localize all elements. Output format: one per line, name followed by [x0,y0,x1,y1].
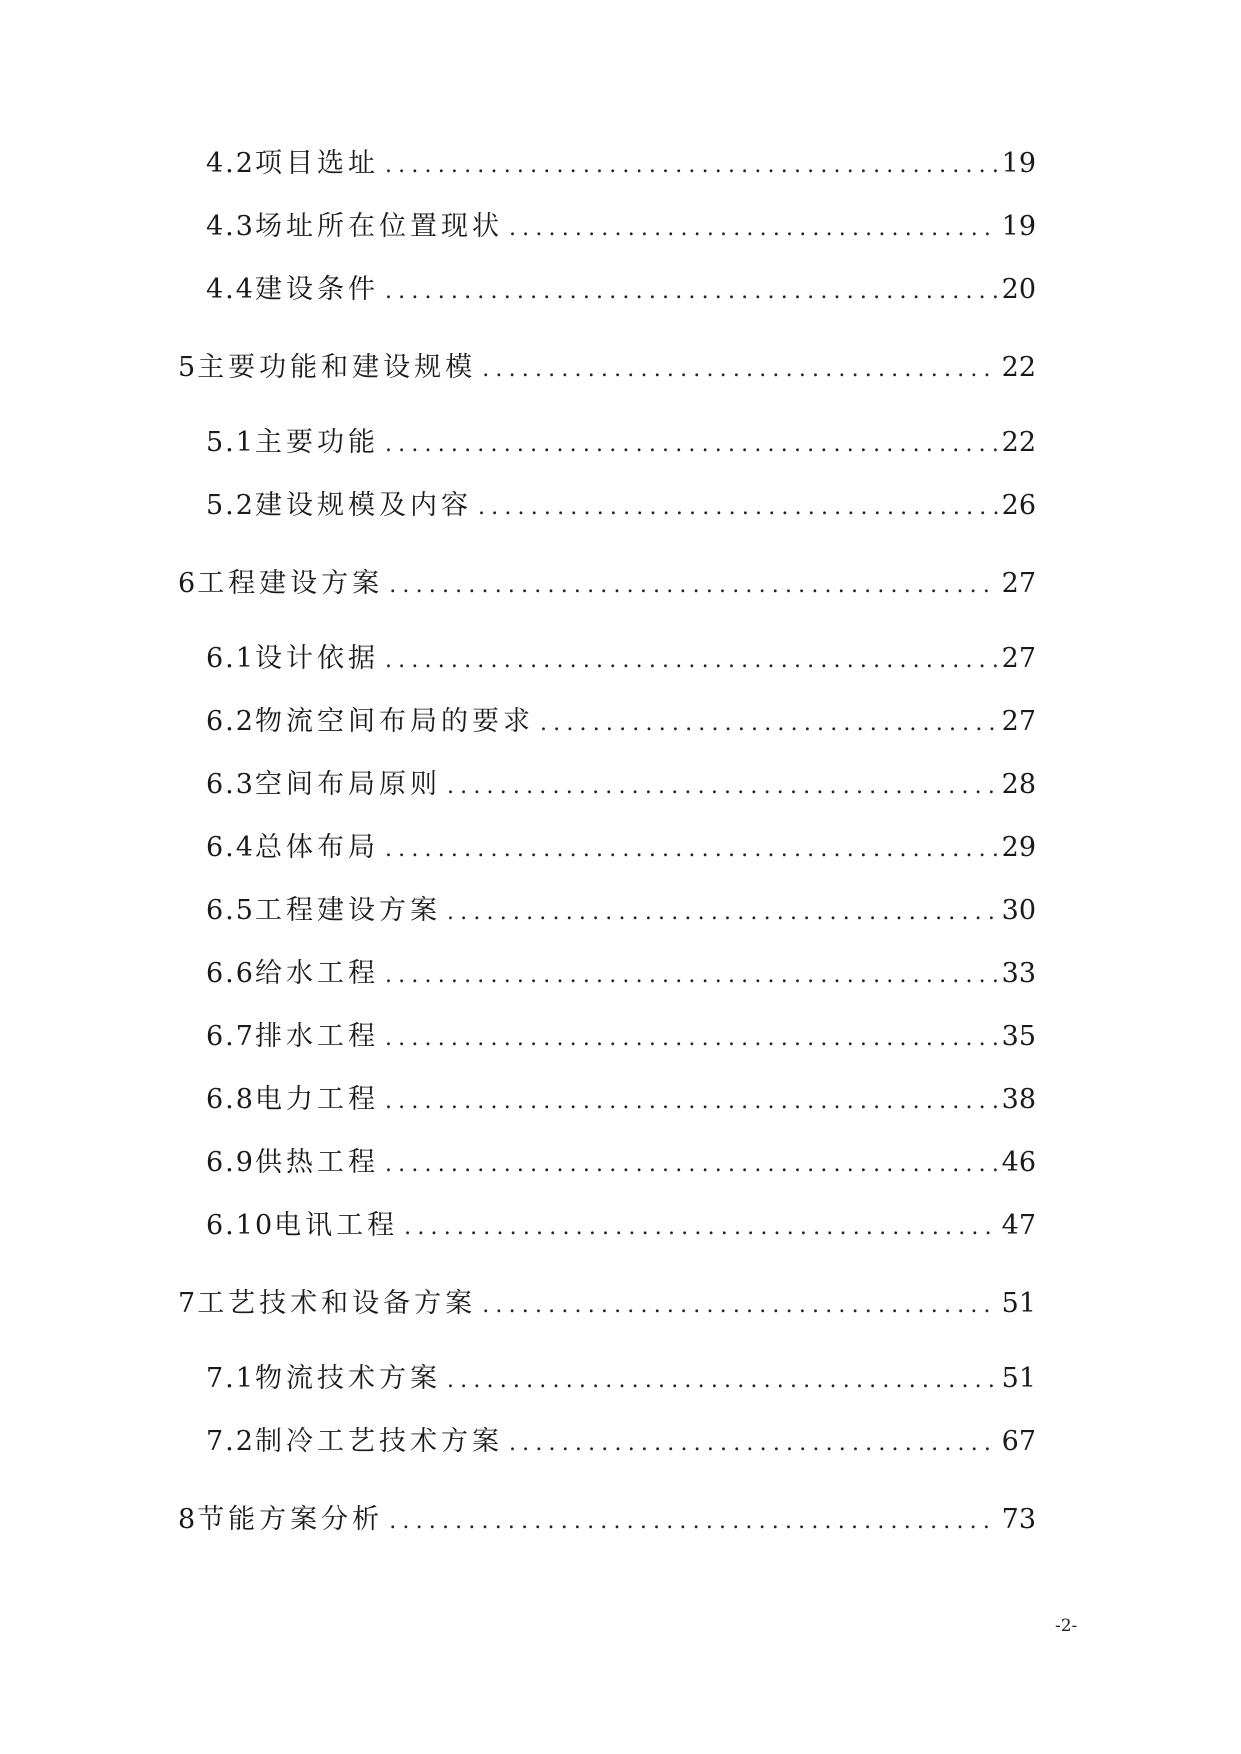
toc-entry-title: 空间布局原则 [254,769,441,800]
toc-entry-page: 73 [1001,1504,1036,1535]
toc-entry-page: 33 [1001,958,1036,989]
toc-entry[interactable] [206,425,1036,461]
dot-leader [389,1504,997,1540]
toc-entry-number: 4.3 [206,211,255,242]
toc-entry-page: 51 [1001,1288,1036,1319]
toc-entry-number: 7.1 [206,1363,255,1394]
dot-leader [385,427,998,463]
toc-entry-page: 38 [1001,1084,1036,1115]
toc-entry-number: 6.6 [206,958,255,989]
toc-entry-title: 电力工程 [254,1084,379,1115]
dot-leader [385,148,998,184]
dot-leader [482,1288,997,1324]
toc-entry-number: 5.1 [206,427,255,458]
dot-leader [385,958,998,994]
toc-entry[interactable] [178,566,1036,602]
toc-entry-number: 6.1 [206,643,255,674]
dot-leader [385,643,998,679]
toc-entry-title: 建设规模及内容 [254,490,472,521]
toc-entry-page: 22 [1001,352,1036,383]
toc-entry-page: 26 [1001,490,1036,521]
toc-entry-page: 51 [1001,1363,1036,1394]
toc-entry-page: 27 [1001,568,1036,599]
toc-entry-title: 供热工程 [254,1147,379,1178]
toc-entry-number: 4.4 [206,274,255,305]
toc-entry[interactable] [206,1082,1036,1118]
toc-entry-title: 工艺技术和设备方案 [197,1288,477,1319]
toc-entry-number: 4.2 [206,148,255,179]
toc-entry-title: 电讯工程 [274,1210,399,1241]
dot-leader [478,490,998,526]
toc-entry[interactable] [206,488,1036,524]
dot-leader [389,568,997,604]
toc-entry-number: 6.8 [206,1084,255,1115]
toc-entry[interactable] [178,1286,1036,1322]
dot-leader [447,769,998,805]
page-number: -2- [1055,1616,1078,1636]
toc-entry[interactable] [206,1424,1036,1460]
dot-leader [447,1363,998,1399]
dot-leader [509,1426,998,1462]
toc-entry-page: 47 [1001,1210,1036,1241]
toc-entry-page: 67 [1001,1426,1036,1457]
toc-entry-title: 工程建设方案 [197,568,384,599]
toc-entry-title: 物流空间布局的要求 [254,706,534,737]
toc-entry-page: 27 [1001,643,1036,674]
toc-entry-page: 27 [1001,706,1036,737]
toc-entry[interactable] [206,1019,1036,1055]
toc-entry-page: 28 [1001,769,1036,800]
toc-entry-page: 19 [1001,148,1036,179]
toc-entry[interactable] [206,893,1036,929]
toc-entry-title: 给水工程 [254,958,379,989]
toc-entry[interactable] [206,1145,1036,1181]
toc-entry[interactable] [206,1208,1036,1244]
toc-entry-title: 建设条件 [254,274,379,305]
toc-entry-title: 项目选址 [254,148,379,179]
toc-entry[interactable] [178,1502,1036,1538]
toc-entry[interactable] [178,350,1036,386]
toc-entry-number: 6.7 [206,1021,255,1052]
toc-entry[interactable] [206,830,1036,866]
toc-entry-title: 工程建设方案 [254,895,441,926]
toc-entry-title: 物流技术方案 [254,1363,441,1394]
dot-leader [509,211,998,247]
toc-entry-page: 29 [1001,832,1036,863]
toc-entry-title: 主要功能和建设规模 [197,352,477,383]
toc-entry[interactable] [206,146,1036,182]
toc-entry-number: 6 [178,568,198,599]
toc-entry[interactable] [206,209,1036,245]
dot-leader [385,832,998,868]
dot-leader [482,352,997,388]
toc-entry-page: 30 [1001,895,1036,926]
toc-entry-page: 35 [1001,1021,1036,1052]
toc-entry-number: 6.9 [206,1147,255,1178]
toc-entry-title: 制冷工艺技术方案 [254,1426,503,1457]
toc-entry-title: 排水工程 [254,1021,379,1052]
toc-entry[interactable] [206,956,1036,992]
toc-entry-number: 6.5 [206,895,255,926]
toc-entry-page: 46 [1001,1147,1036,1178]
toc-entry-title: 设计依据 [254,643,379,674]
toc-entry[interactable] [206,1361,1036,1397]
dot-leader [385,1021,998,1057]
toc-entry-number: 6.4 [206,832,255,863]
toc-entry[interactable] [206,641,1036,677]
toc-entry-title: 节能方案分析 [197,1504,384,1535]
toc-entry-title: 总体布局 [254,832,379,863]
toc-entry-title: 场址所在位置现状 [254,211,503,242]
toc-entry-number: 5.2 [206,490,255,521]
dot-leader [385,1147,998,1183]
toc-entry-number: 7 [178,1288,198,1319]
dot-leader [385,1084,998,1120]
toc-entry-page: 19 [1001,211,1036,242]
dot-leader [447,895,998,931]
dot-leader [404,1210,998,1246]
toc-entry[interactable] [206,767,1036,803]
dot-leader [385,274,998,310]
toc-entry[interactable] [206,272,1036,308]
toc-entry-number: 5 [178,352,198,383]
dot-leader [540,706,998,742]
toc-entry[interactable] [206,704,1036,740]
toc-entry-number: 6.10 [206,1210,275,1241]
toc-entry-page: 22 [1001,427,1036,458]
toc-entry-number: 6.2 [206,706,255,737]
toc-entry-page: 20 [1001,274,1036,305]
toc-entry-number: 6.3 [206,769,255,800]
toc-entry-number: 8 [178,1504,198,1535]
toc-entry-title: 主要功能 [254,427,379,458]
toc-entry-number: 7.2 [206,1426,255,1457]
